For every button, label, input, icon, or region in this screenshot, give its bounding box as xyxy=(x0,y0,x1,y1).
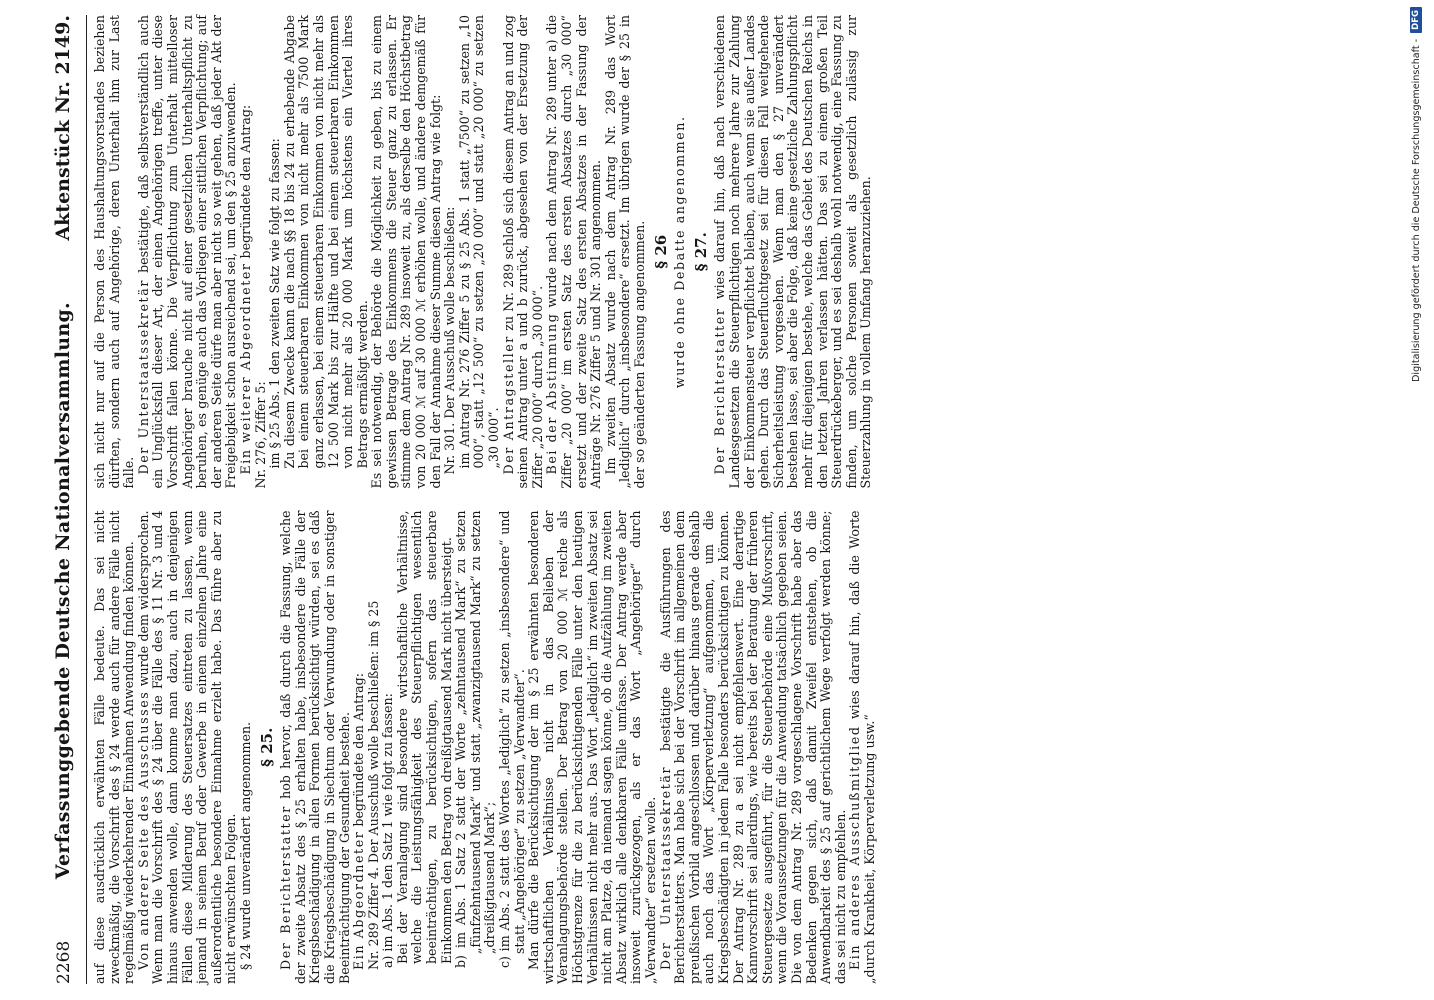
paragraph-text: zu Nr. 289 schloß sich diesem Antrag an und zog seinen Antrag unter a und b zurück, abgesehen von der Ersetzung der Ziffer „20 000“ durch „30 000“. xyxy=(500,15,545,489)
section-heading-27: § 27. xyxy=(691,232,710,272)
section-heading-26: § 26 xyxy=(651,234,670,269)
right-column xyxy=(93,15,877,489)
speaker: Der Berichterstatter xyxy=(278,805,294,970)
digitization-notice xyxy=(1403,7,1429,992)
motion-item-c: c) im Abs. 2 statt des Wortes „lediglich“ zu setzen „insbesondere“ und statt „Angehöriger“ zu setzen „Verwandter“. xyxy=(497,510,527,968)
dfg-logo: DFG xyxy=(1410,7,1422,33)
document-page xyxy=(52,7,1422,992)
paragraph-text: bestätigte die Ausführungen des Berichterstatters. Man habe sich bei der Vorschrift im allgemeinen dem preußischen Vorbild angeschlossen und darüber hinaus gerade deshalb auch noch das Wort „Körperverletzung“ aufgenommen, um die Kriegsbeschädigten in jedem Falle besonders berücksichtigen zu können. Der Antrag Nr. 289 zu a sei nicht empfehlenswert. Eine derartige Kannvorschrift sei allerdings, wie bereits bei der Beratung der früheren Steuergesetze ausgeführt, für die Steuerbehörde eine Mußvorschrift, wenn die Voraussetzungen für die Anwendung tatsächlich gegeben seien. Die von dem Antrag Nr. 289 vorgeschlagene Vorschrift habe aber das Bedenken gegen sich, daß damit Zweifel entstehen, ob die Anwendbarkeit des § 25 auf gerichtlichem Wege verfolgt werden könne; das sei nicht zu empfehlen. xyxy=(657,510,848,984)
document-number: Aktenstück Nr. 2149. xyxy=(52,15,74,241)
motion-text: im § 25 Abs. 1 den zweiten Satz wie folgt zu fassen: xyxy=(267,138,283,469)
paragraph xyxy=(137,511,239,985)
speaker: Ein anderes Ausschußmitglied xyxy=(847,725,863,970)
paragraph-text: bestätigte, daß selbstverständlich auch ein Unglücksfall dieser Art, der einen Angehörigen treffe, unter diese Vorschrift fallen könne. Die Verpflichtung zum Unterhalt mittelloser Angehöriger brauche nicht auf einer gesetzlichen Unterhaltspflicht zu beruhen, es genüge auch das Vorliegen einer sittlichen Verpflichtung; auf der anderen Seite dürfe man aber nicht so weit gehen, daß jeder Akt der Freigebigkeit schon ausreichend sei, um den § 25 anzuwenden. xyxy=(135,15,239,489)
page-header xyxy=(52,15,87,984)
section-heading-25: § 25. xyxy=(257,727,276,767)
paragraph: auf diese ausdrücklich erwähnten Fälle bedeute. Das sei nicht zweckmäßig, die Vorschrift des § 24 werde auch für andere Fälle nicht regelmäßig wiederkehrender Einnahmen Anwendung finden können. xyxy=(92,510,137,984)
vote-label: Bei der Abstimmung xyxy=(544,312,560,475)
paragraph: § 24 wurde unverändert angenommen. xyxy=(237,721,253,970)
motion-heading: Nr. 301. Der Ausschuß wolle beschließen: xyxy=(442,206,458,475)
paragraph-text: begründete den Antrag: xyxy=(351,673,367,831)
motion-item-b: b) im Abs. 1 Satz 2 statt der Worte „zehntausend Mark“ zu setzen „fünfzehntausend Mark“ und statt „zwanzigtausend Mark“ zu setzen „dreißigtausend Mark“; xyxy=(453,510,498,968)
paragraph: Im zweiten Absatz wurde nach dem Antrag Nr. 289 das Wort „lediglich“ durch „insbesondere“ ersetzt. Im übrigen wurde der § 25 in der so geänderten Fassung angenommen. xyxy=(602,15,647,489)
speaker: Von anderer Seite des Ausschusses xyxy=(135,690,151,970)
paragraph xyxy=(659,511,849,985)
paragraph-text: wurde nach dem Antrag Nr. 289 unter a) die Ziffer „20 000“ im ersten Satz des ersten Absatzes durch „30 000“ ersetzt und der zweite Satz des ersten Absatzes in der Fassung der Anträge Nr. 276 Ziffer 5 und Nr. 301 angenommen. xyxy=(544,14,604,489)
paragraph xyxy=(848,511,877,985)
paragraph xyxy=(502,15,546,489)
digitization-text: Digitalisierung gefördert durch die Deutsche Forschungsgemeinschaft - xyxy=(1410,38,1422,382)
speaker: Ein weiterer Abgeordneter xyxy=(237,262,253,475)
paragraph: sich nicht nur auf die Person des Haushaltungsvorstandes beziehen dürften, sondern auch auf Angehörige, deren Unterhalt ihm zur Last falle. xyxy=(92,15,137,489)
page-number: 2268 xyxy=(54,940,74,984)
paragraph xyxy=(545,15,603,489)
paragraph xyxy=(137,15,239,489)
motion-item-a: a) im Abs. 1 den Satz 1 wie folgt zu fassen: xyxy=(380,693,396,968)
paragraph-text: begründete den Antrag: xyxy=(237,104,253,263)
left-column xyxy=(93,511,877,985)
speaker: Der Unterstaatssekretär xyxy=(135,279,151,475)
text-columns xyxy=(93,15,877,984)
paragraph xyxy=(352,511,367,985)
motion-heading: Nr. 276, Ziffer 5: xyxy=(252,381,268,489)
motion-item-a-text: Bei der Veranlagung sind besondere wirtschaftliche Verhältnisse, welche die Leistungsfähigkeit des Steuerpflichtigen wesentlich beeinträchtigen, zu berücksichtigen, sofern das steuerbare Einkommen den Betrag von dreißigtausend Mark nicht übersteigt. xyxy=(394,510,454,964)
motion-heading: Nr. 289 Ziffer 4. Der Ausschuß wolle beschließen: im § 25 xyxy=(365,600,381,970)
paragraph xyxy=(713,15,874,489)
motion-text: Zu diesem Zwecke kann die nach §§ 18 bis 24 zu erhebende Abgabe bei einem steuerbaren Einkommen von nicht mehr als 7500 Mark ganz erlassen, bei einem steuerbaren Einkommen von nicht mehr als 12 500 Mark bis zur Hälfte und bei einem steuerbaren Einkommen von nicht mehr als 20 000 Mark um höchstens ein Viertel ihres Betrags ermäßigt werden. xyxy=(281,15,370,469)
running-title: Verfassunggebende Deutsche Nationalversammlung. xyxy=(52,302,74,880)
paragraph: Es sei notwendig, der Behörde die Möglichkeit zu geben, bis zu einem gewissen Betrage des Einkommens die Steuer ganz zu erlassen. Er stimme dem Antrag Nr. 289 insoweit zu, als derselbe den Höchstbetrag von 20 000 ℳ auf 30 000 ℳ erhöhen wolle, und ändere demgemäß für den Fall der Annahme dieser Summe diesen Antrag wie folgt: xyxy=(369,15,443,489)
paragraph-text: wies darauf hin, daß nach verschiedenen Landesgesetzen die Steuerpflichtigen noch mehrere Jahre zur Zahlung der Einkommensteuer verpflichtet bleiben, auch wenn sie außer Landes gehen. Durch das Steuerfluchtgesetz sei für diesen Fall weitgehende Sicherheitsleistung vorgesehen. Wenn man den § 27 unverändert bestehen lasse, sei aber die Folge, daß keine gesetzliche Zahlungspflicht mehr für diejenigen bestehe, welche das Gebiet des Deutschen Reichs in den letzten Jahren verlassen hätten. Das sei zu einem großen Teil Steuerdrückeberger, und es sei deshalb wohl notwendig, eine Fassung zu finden, um solche Personen soweit als gesetzlich zulässig zur Steuerzahlung in vollem Umfang heranzuziehen. xyxy=(712,15,874,489)
paragraph-text: wies darauf hin, daß die Worte „durch Krankheit, Körperverletzung usw.“ xyxy=(847,510,877,984)
speaker: Der Unterstaatssekretär xyxy=(657,765,673,970)
paragraph xyxy=(279,511,352,985)
speaker: Der Berichterstatter xyxy=(712,307,728,475)
motion-text: im Antrag Nr. 276 Ziffer 5 zu § 25 Abs. 1 statt „7500“ zu setzen „10 000“, statt „12 500“ zu setzen „20 000“ und statt „20 000“ zu setzen „30 000“. xyxy=(456,15,502,469)
speaker: Ein Abgeordneter xyxy=(351,830,367,970)
paragraph xyxy=(239,15,254,489)
speaker: Der Antragsteller xyxy=(500,335,516,475)
paragraph-text: hob hervor, daß durch die Fassung, welche der zweite Absatz des § 25 erhalten habe, insbesondere die Fälle der Kriegsbeschädigung in allen Formen berücksichtigt würden, sei es daß die Kriegsbeschädigung in Siechtum oder Verwundung oder in sonstiger Beeinträchtigung der Gesundheit bestehe. xyxy=(278,510,352,984)
paragraph-text: wurde dem widersprochen. Wenn man die Vorschrift des § 24 über die Fälle des § 11 Nr. 3 und 4 hinaus anwenden wolle, dann komme man dazu, auch in denjenigen Fällen diese Milderung des Steuersatzes eintreten zu lassen, wenn jemand in seinem Beruf oder Gewerbe in einem einzelnen Jahre eine außerordentliche besondere Einnahme erzielt habe. Das führe aber zu nicht erwünschten Folgen. xyxy=(135,510,239,984)
paragraph: Man dürfe die Berücksichtigung der im § 25 erwähnten besonderen wirtschaftlichen Verhältnisse nicht in das Belieben der Veranlagungsbehörde stellen. Der Betrag von 20 000 ℳ reiche als Höchstgrenze für die zu berücksichtigenden Fälle unter den heutigen Verhältnissen nicht mehr aus. Das Wort „lediglich“ im zweiten Absatz sei nicht am Platze, da niemand sagen könne, ob die Aufzählung im zweiten Absatz wirklich alle denkbaren Fälle umfasse. Der Antrag werde aber insoweit zurückgezogen, als er das Wort „Angehöriger“ durch „Verwandter“ ersetzen wolle. xyxy=(526,510,658,984)
paragraph: wurde ohne Debatte angenommen. xyxy=(672,115,688,389)
